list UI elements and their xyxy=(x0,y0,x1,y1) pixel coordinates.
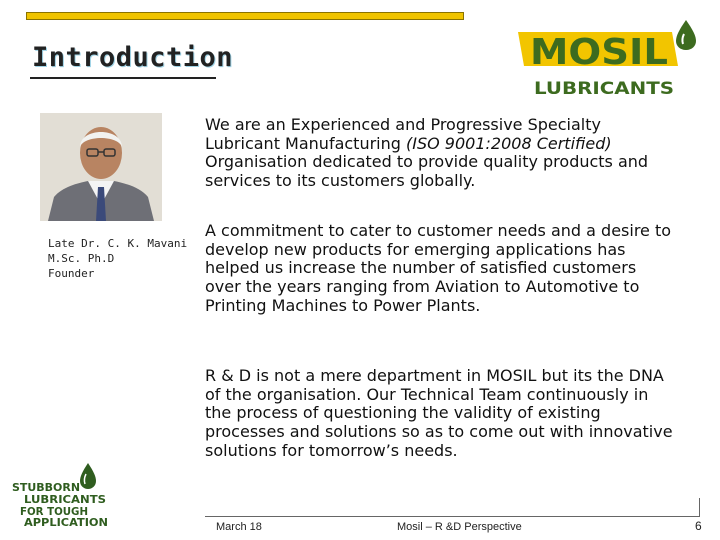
rnd-paragraph xyxy=(205,367,675,461)
founder-photo xyxy=(40,113,162,221)
title-underline xyxy=(30,77,216,79)
footer-date: March 18 xyxy=(216,521,262,533)
tagline-line-4: APPLICATION xyxy=(24,516,108,529)
footer-rule-end xyxy=(699,498,700,516)
tagline-line-1: STUBBORN xyxy=(12,481,80,494)
intro-text-a: We are an Experienced and Progressive Specialty Lubricant Manufacturing xyxy=(205,115,601,153)
caption-degree: M.Sc. Ph.D xyxy=(48,252,115,265)
logo-brand-text: MOSIL xyxy=(530,32,668,73)
tagline-graphic xyxy=(10,461,110,531)
oil-drop-icon xyxy=(676,20,696,50)
logo-sub-text: LUBRICANTS xyxy=(534,79,674,99)
tagline-line-3: FOR TOUGH xyxy=(20,505,88,518)
page-number: 6 xyxy=(695,519,702,533)
commitment-paragraph xyxy=(205,222,675,316)
mosil-logo xyxy=(512,14,702,100)
title-accent-bar xyxy=(26,12,464,20)
oil-drop-icon xyxy=(80,463,96,489)
footer-rule xyxy=(205,516,700,517)
iso-certification: (ISO 9001:2008 Certified) xyxy=(406,133,612,153)
intro-paragraph xyxy=(205,116,675,191)
footer-title: Mosil – R &D Perspective xyxy=(397,521,522,533)
rnd-text: R & D is not a mere department in MOSIL but its the DNA of the organisation. Our Technical Team continuously in the process of questioning the validity of existing processes and solutions so as to come out with innovative solutions for tomorrow’s needs. xyxy=(205,366,673,460)
caption-name: Late Dr. C. K. Mavani xyxy=(48,237,188,250)
photo-caption xyxy=(48,236,187,281)
tagline-line-2: LUBRICANTS xyxy=(24,493,107,506)
page-title: Introduction xyxy=(32,42,234,73)
commitment-text: A commitment to cater to customer needs and a desire to develop new products for emerging applications has helped us increase the number of satisfied customers over the years ranging from Aviation to Automotive to Printing Machines to Power Plants. xyxy=(205,221,672,315)
caption-role: Founder xyxy=(48,267,95,280)
intro-text-b: Organisation dedicated to provide quality products and services to its customers globally. xyxy=(205,152,649,191)
